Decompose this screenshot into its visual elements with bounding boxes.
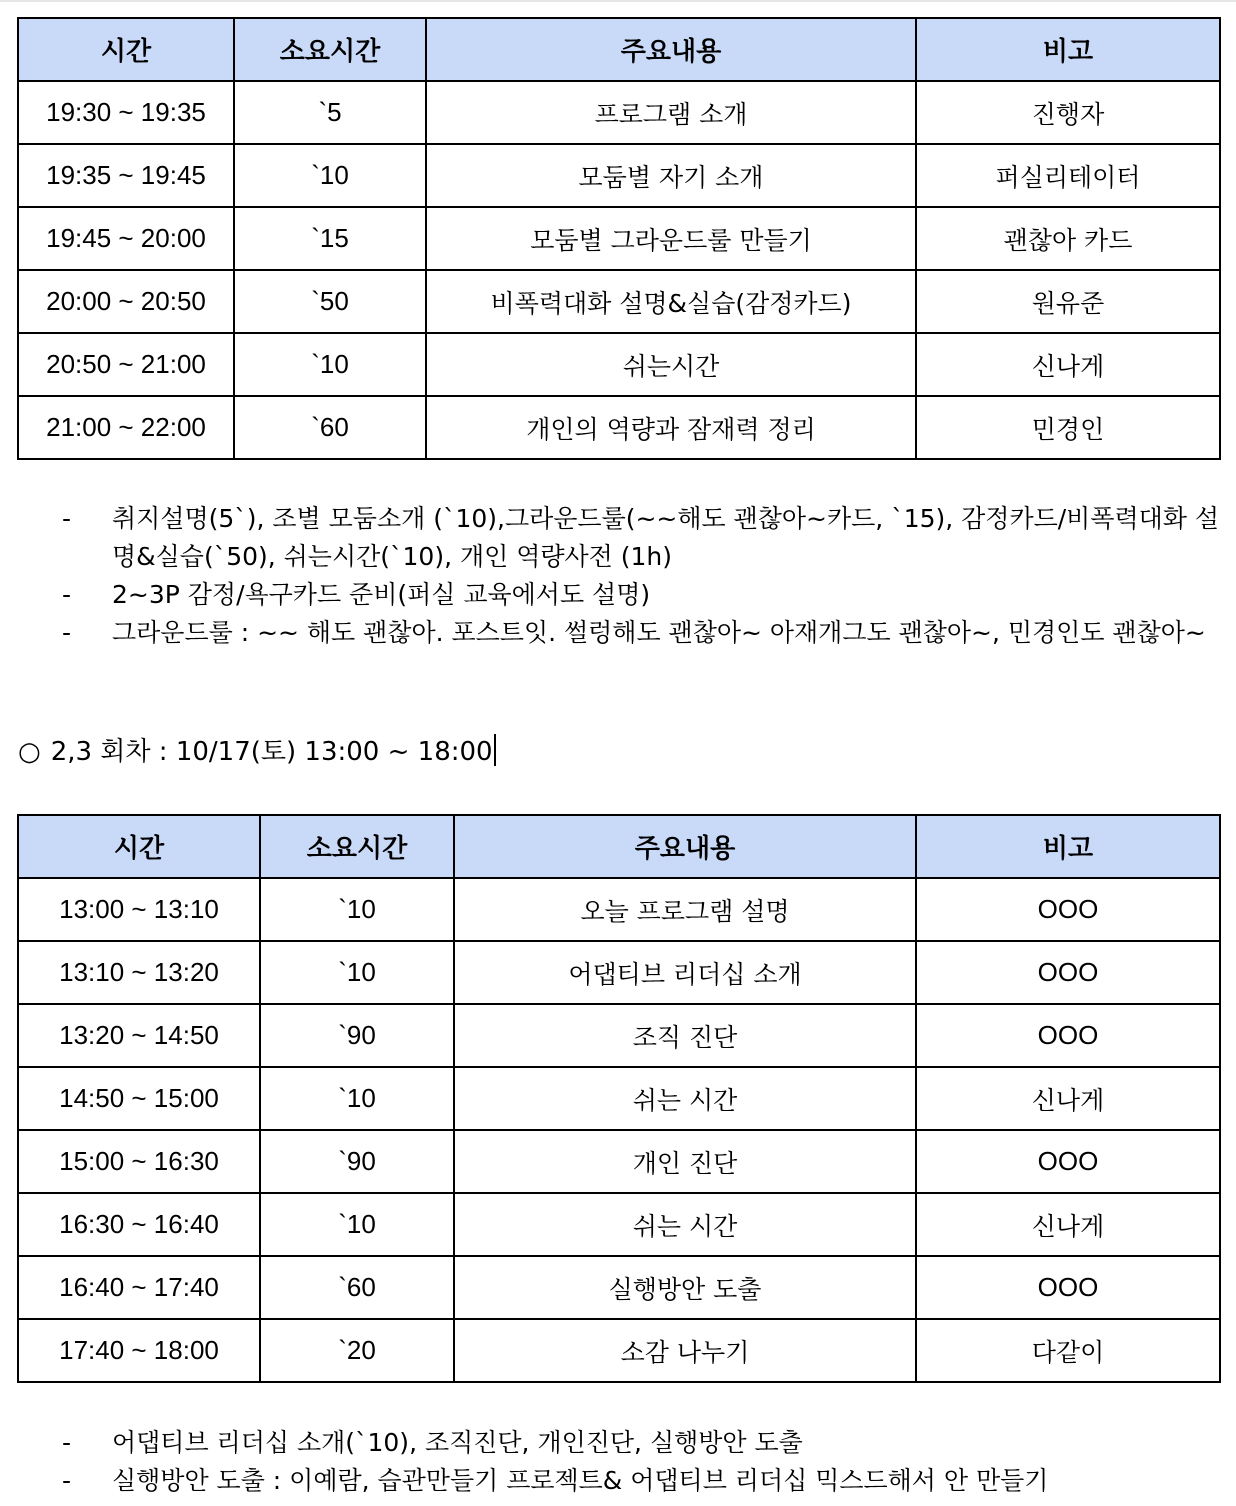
text-cursor — [494, 734, 496, 766]
table-row — [18, 1319, 1220, 1382]
cell-note: OOO — [916, 1130, 1220, 1193]
cell-time: 15:00 ~ 16:30 — [18, 1130, 260, 1193]
list-item — [0, 576, 1236, 614]
note-text: 2~3P 감정/욕구카드 준비(퍼실 교육에서도 설명) — [112, 580, 651, 609]
cell-duration: `10 — [260, 941, 454, 1004]
table-row — [18, 1067, 1220, 1130]
cell-duration: `20 — [260, 1319, 454, 1382]
cell-content: 쉬는시간 — [426, 333, 916, 396]
cell-content: 어댑티브 리더십 소개 — [454, 941, 916, 1004]
cell-time: 13:00 ~ 13:10 — [18, 878, 260, 941]
schedule-table-session-1 — [17, 17, 1221, 460]
cell-time: 19:45 ~ 20:00 — [18, 207, 234, 270]
cell-note: 신나게 — [916, 1067, 1220, 1130]
dash-bullet: - — [62, 618, 72, 647]
header-duration: 소요시간 — [234, 18, 426, 81]
table-row — [18, 207, 1220, 270]
dash-bullet: - — [62, 580, 72, 609]
cell-duration: `90 — [260, 1130, 454, 1193]
cell-time: 16:40 ~ 17:40 — [18, 1256, 260, 1319]
cell-time: 13:20 ~ 14:50 — [18, 1004, 260, 1067]
cell-time: 16:30 ~ 16:40 — [18, 1193, 260, 1256]
table-row — [18, 1256, 1220, 1319]
cell-duration: `10 — [234, 333, 426, 396]
list-item — [0, 614, 1236, 652]
header-time: 시간 — [18, 18, 234, 81]
cell-time: 19:35 ~ 19:45 — [18, 144, 234, 207]
cell-note: OOO — [916, 1004, 1220, 1067]
list-item — [0, 1462, 1236, 1500]
cell-duration: `10 — [260, 878, 454, 941]
cell-note: 민경인 — [916, 396, 1220, 459]
table-row — [18, 1130, 1220, 1193]
list-item — [0, 1424, 1236, 1462]
cell-note: OOO — [916, 878, 1220, 941]
cell-time: 19:30 ~ 19:35 — [18, 81, 234, 144]
header-duration: 소요시간 — [260, 815, 454, 878]
notes-list-session-2-3 — [0, 1424, 1236, 1500]
cell-note: 신나게 — [916, 333, 1220, 396]
table-row — [18, 396, 1220, 459]
cell-content: 소감 나누기 — [454, 1319, 916, 1382]
table-header-row — [18, 18, 1220, 81]
cell-duration: `50 — [234, 270, 426, 333]
cell-content: 모둠별 자기 소개 — [426, 144, 916, 207]
cell-duration: `10 — [260, 1193, 454, 1256]
cell-note: 다같이 — [916, 1319, 1220, 1382]
cell-note: OOO — [916, 1256, 1220, 1319]
cell-duration: `90 — [260, 1004, 454, 1067]
top-rule — [0, 0, 1236, 2]
table-row — [18, 81, 1220, 144]
session-heading-text: 2,3 회차 : 10/17(토) 13:00 ~ 18:00 — [50, 737, 493, 767]
cell-note: 신나게 — [916, 1193, 1220, 1256]
cell-content: 조직 진단 — [454, 1004, 916, 1067]
cell-note: 진행자 — [916, 81, 1220, 144]
cell-content: 개인의 역량과 잠재력 정리 — [426, 396, 916, 459]
dash-bullet: - — [62, 1466, 72, 1495]
table-row — [18, 1004, 1220, 1067]
header-note: 비고 — [916, 815, 1220, 878]
cell-content: 실행방안 도출 — [454, 1256, 916, 1319]
cell-time: 20:50 ~ 21:00 — [18, 333, 234, 396]
cell-note: 퍼실리테이터 — [916, 144, 1220, 207]
session-heading[interactable] — [18, 732, 496, 772]
table-row — [18, 333, 1220, 396]
cell-content: 프로그램 소개 — [426, 81, 916, 144]
cell-time: 20:00 ~ 20:50 — [18, 270, 234, 333]
cell-time: 13:10 ~ 13:20 — [18, 941, 260, 1004]
cell-duration: `60 — [260, 1256, 454, 1319]
cell-content: 쉬는 시간 — [454, 1193, 916, 1256]
cell-time: 14:50 ~ 15:00 — [18, 1067, 260, 1130]
table-row — [18, 1193, 1220, 1256]
dash-bullet: - — [62, 1428, 72, 1457]
cell-note: OOO — [916, 941, 1220, 1004]
table-row — [18, 144, 1220, 207]
cell-duration: `5 — [234, 81, 426, 144]
note-text: 실행방안 도출 : 이예람, 습관만들기 프로젝트& 어댑티브 리더십 믹스드해서 안 만들기 — [112, 1466, 1049, 1495]
table-row — [18, 878, 1220, 941]
cell-duration: `15 — [234, 207, 426, 270]
cell-note: 괜찮아 카드 — [916, 207, 1220, 270]
cell-time: 17:40 ~ 18:00 — [18, 1319, 260, 1382]
cell-duration: `60 — [234, 396, 426, 459]
cell-duration: `10 — [234, 144, 426, 207]
cell-duration: `10 — [260, 1067, 454, 1130]
table-row — [18, 270, 1220, 333]
schedule-table-session-2-3 — [17, 814, 1221, 1383]
header-content: 주요내용 — [426, 18, 916, 81]
cell-content: 개인 진단 — [454, 1130, 916, 1193]
list-item — [0, 500, 1236, 576]
note-text: 취지설명(5`), 조별 모둠소개 (`10),그라운드룰(~~해도 괜찮아~카드, `15), 감정카드/비폭력대화 설명&실습(`50), 쉬는시간(`10), 개인 역량사전 (1h) — [112, 504, 1220, 571]
cell-content: 비폭력대화 설명&실습(감정카드) — [426, 270, 916, 333]
table-row — [18, 941, 1220, 1004]
header-content: 주요내용 — [454, 815, 916, 878]
note-text: 어댑티브 리더십 소개(`10), 조직진단, 개인진단, 실행방안 도출 — [112, 1428, 803, 1457]
table-header-row — [18, 815, 1220, 878]
cell-content: 모둠별 그라운드룰 만들기 — [426, 207, 916, 270]
cell-content: 쉬는 시간 — [454, 1067, 916, 1130]
cell-note: 원유준 — [916, 270, 1220, 333]
header-note: 비고 — [916, 18, 1220, 81]
note-text: 그라운드룰 : ~~ 해도 괜찮아. 포스트잇. 썰렁해도 괜찮아~ 아재개그도 괜찮아~, 민경인도 괜찮아~ — [112, 618, 1206, 647]
dash-bullet: - — [62, 504, 72, 533]
notes-list-session-1 — [0, 500, 1236, 652]
cell-content: 오늘 프로그램 설명 — [454, 878, 916, 941]
header-time: 시간 — [18, 815, 260, 878]
cell-time: 21:00 ~ 22:00 — [18, 396, 234, 459]
circle-bullet-icon: ○ — [18, 737, 41, 767]
